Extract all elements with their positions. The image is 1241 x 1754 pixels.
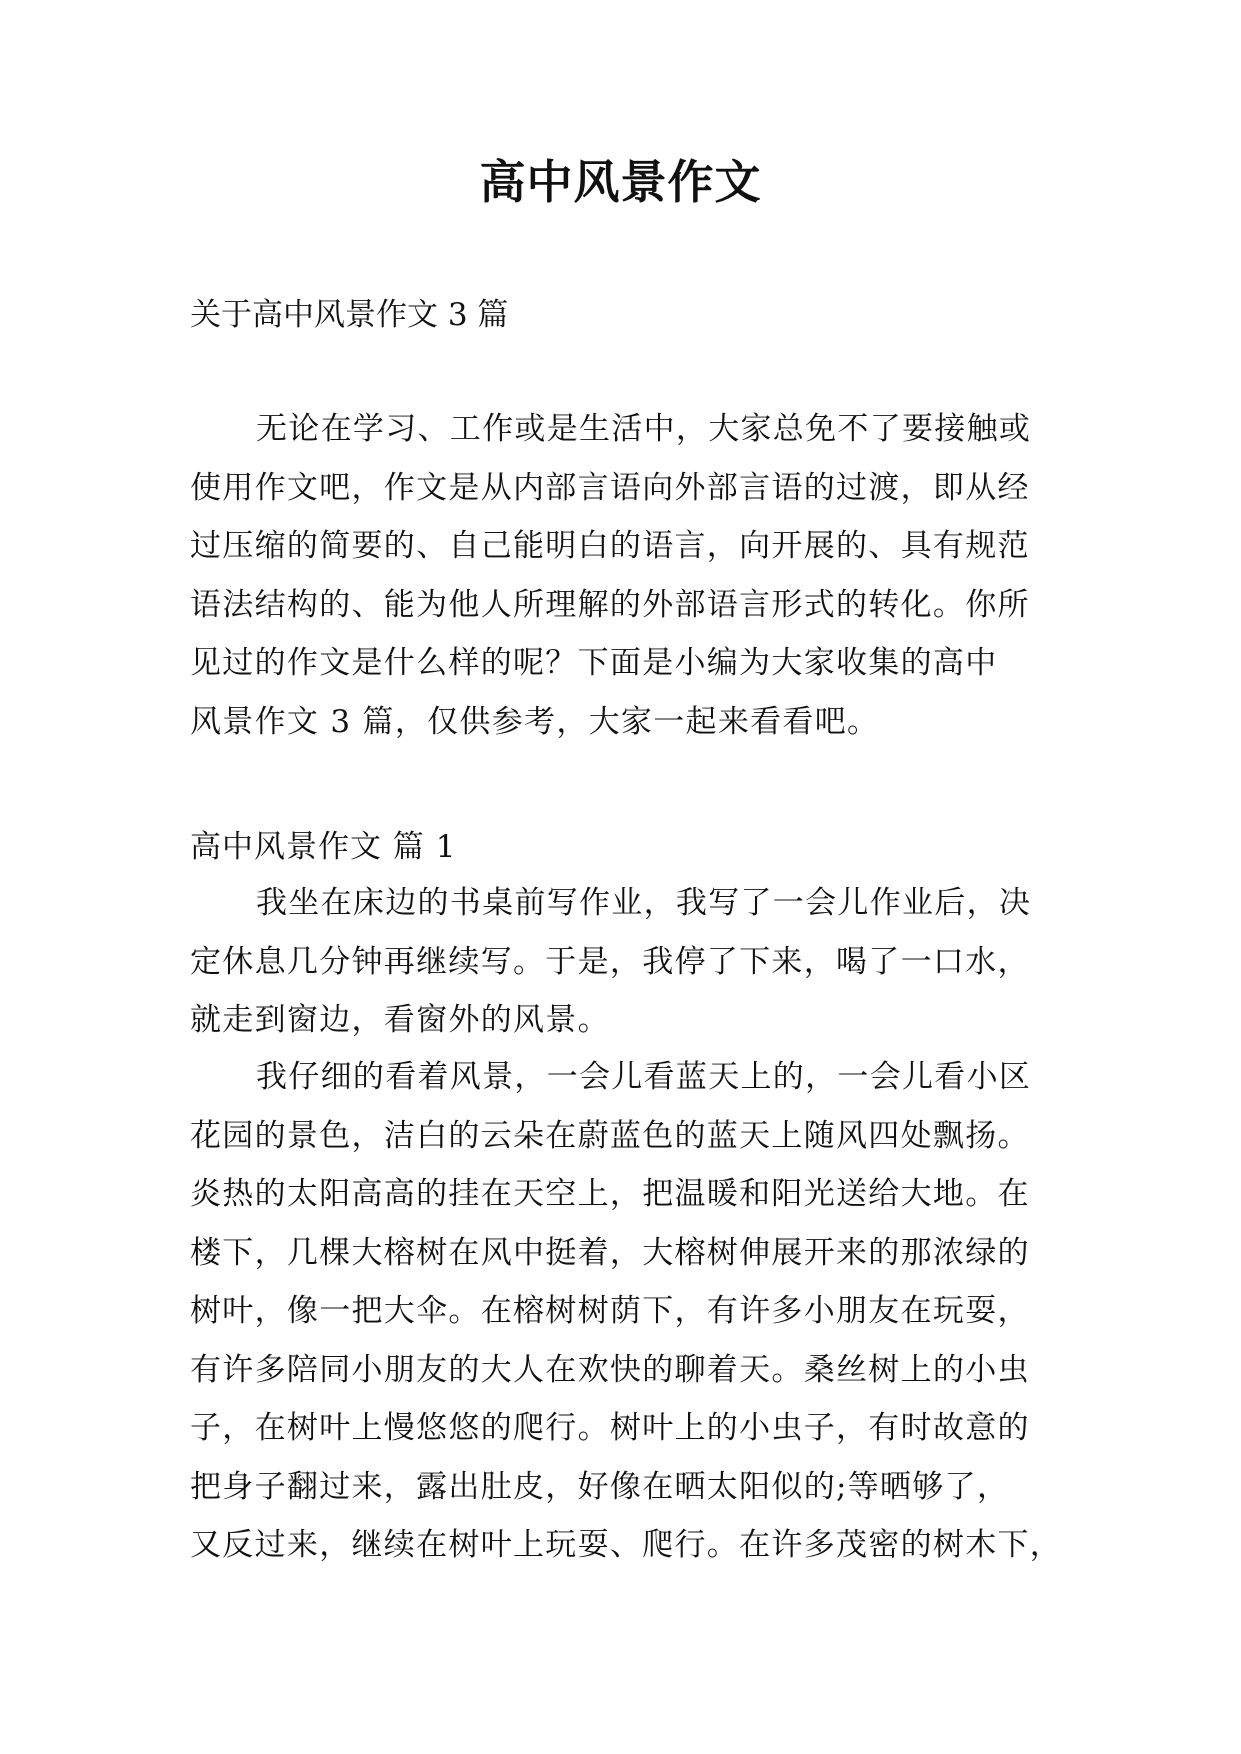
paragraph-line: 我仔细的看着风景，一会儿看蓝天上的，一会儿看小区 bbox=[256, 1059, 1032, 1095]
section1-paragraph-1 bbox=[190, 874, 1031, 1050]
paragraph-line: 楼下，几棵大榕树在风中挺着，大榕树伸展开来的那浓绿的 bbox=[190, 1234, 1030, 1271]
paragraph-line: 花园的景色，洁白的云朵在蔚蓝色的蓝天上随风四处飘扬。 bbox=[190, 1117, 1030, 1154]
paragraph-line: 又反过来，继续在树叶上玩耍、爬行。在许多茂密的树木下， bbox=[190, 1527, 1063, 1563]
paragraph-line: 把身子翻过来，露出肚皮，好像在晒太阳似的;等晒够了， bbox=[190, 1468, 1010, 1505]
paragraph-line: 定休息几分钟再继续写。于是，我停了下来，喝了一口水， bbox=[190, 943, 1030, 980]
paragraph-line: 见过的作文是什么样的呢？下面是小编为大家收集的高中 bbox=[190, 645, 998, 681]
paragraph-line: 无论在学习、工作或是生活中，大家总免不了要接触或 bbox=[256, 411, 1032, 447]
paragraph-line: 过压缩的简要的、自己能明白的语言，向开展的、具有规范 bbox=[190, 528, 1030, 564]
section-heading: 高中风景作文 篇 1 bbox=[190, 829, 457, 865]
paragraph-line: 子，在树叶上慢悠悠的爬行。树叶上的小虫子，有时故意的 bbox=[190, 1410, 1030, 1446]
paragraph-line: 我坐在床边的书桌前写作业，我写了一会儿作业后，决 bbox=[256, 885, 1032, 921]
paragraph-line: 风景作文 3 篇，仅供参考，大家一起来看看吧。 bbox=[190, 703, 880, 740]
intro-paragraph bbox=[190, 400, 1031, 751]
paragraph-line: 树叶，像一把大伞。在榕树树荫下，有许多小朋友在玩耍， bbox=[190, 1293, 1030, 1329]
paragraph-line: 语法结构的、能为他人所理解的外部语言形式的转化。你所 bbox=[190, 586, 1030, 623]
section1-paragraph-2 bbox=[190, 1048, 1062, 1575]
paragraph-line: 就走到窗边，看窗外的风景。 bbox=[190, 1002, 610, 1038]
document-title: 高中风景作文 bbox=[479, 155, 762, 209]
paragraph-line: 有许多陪同小朋友的大人在欢快的聊着天。桑丝树上的小虫 bbox=[190, 1351, 1030, 1388]
paragraph-line: 使用作文吧，作文是从内部言语向外部言语的过渡，即从经 bbox=[190, 469, 1030, 506]
paragraph-line: 炎热的太阳高高的挂在天空上，把温暖和阳光送给大地。在 bbox=[190, 1176, 1030, 1212]
document-subtitle: 关于高中风景作文 3 篇 bbox=[190, 297, 509, 333]
